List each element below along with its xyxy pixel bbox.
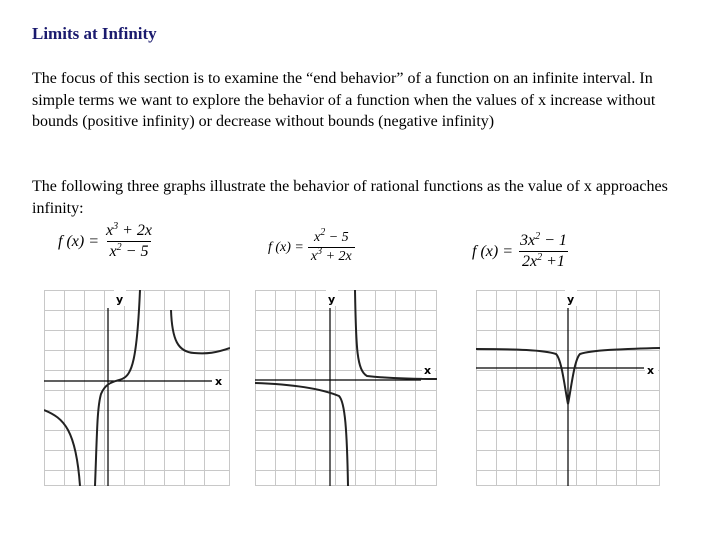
curve-middle-branch <box>95 290 140 486</box>
formula-lhs: f (x) = <box>58 232 99 250</box>
denominator: $2x^2 +1$ <box>519 251 568 271</box>
graphs-paragraph: The following three graphs illustrate the behavior of rational functions as the value of x approaches infinity: <box>32 178 668 217</box>
fraction <box>103 222 155 261</box>
curve-left-branch <box>44 410 80 486</box>
numerator: $x^3 + 2x$ <box>106 221 153 239</box>
formula-1 <box>58 222 155 261</box>
x-axis-label: x <box>424 364 432 377</box>
denominator: $x^2 - 5$ <box>107 241 152 261</box>
graph-2 <box>255 290 437 486</box>
formula-3 <box>472 232 570 271</box>
fraction <box>308 227 355 265</box>
x-axis-label: x <box>215 375 223 388</box>
x-axis-label: x <box>647 364 655 377</box>
formula-lhs: f (x) = <box>472 242 513 260</box>
graph-3 <box>476 290 660 486</box>
graph-1 <box>44 290 230 486</box>
formula-2 <box>268 227 355 265</box>
page-title: Limits at Infinity <box>32 24 157 43</box>
numerator: $3x^2 - 1$ <box>520 231 567 249</box>
formula-lhs: f (x) = <box>268 239 304 255</box>
fraction <box>517 232 570 271</box>
grid-lines <box>44 290 230 486</box>
grid-lines <box>255 290 437 486</box>
y-axis-label: y <box>116 293 124 306</box>
numerator: $x^2 - 5$ <box>313 227 349 245</box>
denominator: $x^3 + 2x$ <box>308 247 355 265</box>
curve-right-branch <box>171 310 230 353</box>
intro-paragraph: The focus of this section is to examine the “end behavior” of a function on an infinite interval. In simple terms we want to explore the behavior of a function when the values of x increase without bounds (positive infinity) or decrease without bounds (negative infinity) <box>32 70 656 130</box>
y-axis-label: y <box>328 293 336 306</box>
y-axis-label: y <box>567 293 575 306</box>
